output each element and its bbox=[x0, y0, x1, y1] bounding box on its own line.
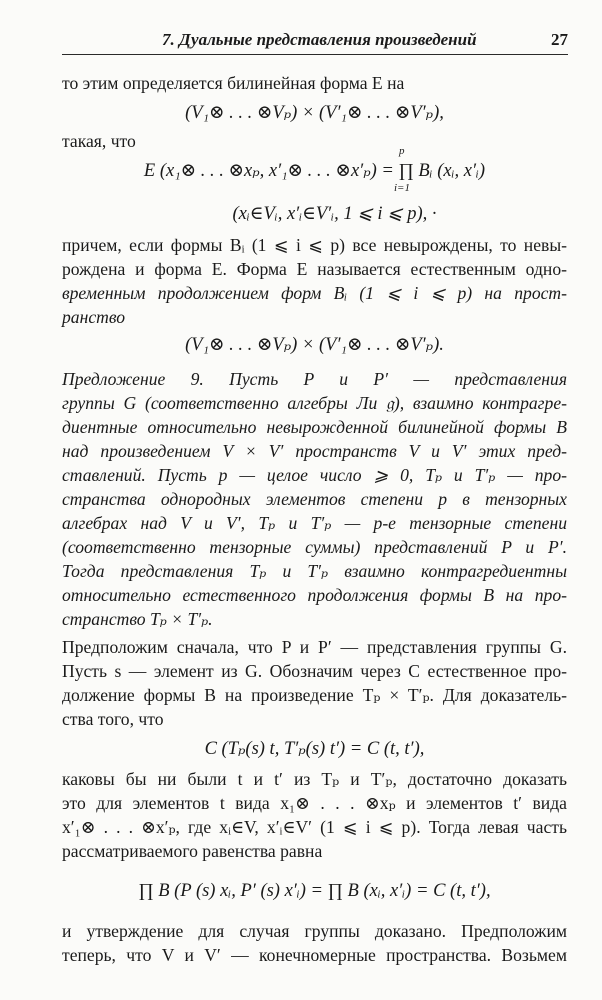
product-upper-limit: p bbox=[399, 145, 405, 157]
text-line: ства того, что bbox=[62, 709, 164, 729]
text-line: то этим определяется билинейная форма E на bbox=[62, 73, 405, 93]
text-line: ранство bbox=[62, 307, 126, 327]
text-line: группы G (соответственно алгебры Ли 𝔤), взаимно контрагре- bbox=[62, 393, 567, 413]
text-line: алгебрах над V и V′, Tₚ и T′ₚ — p-е тензорные степени bbox=[62, 513, 567, 533]
formula-line: (V₁⊗ . . . ⊗Vₚ) × (V′₁⊗ . . . ⊗V′ₚ), bbox=[185, 103, 444, 123]
text-line: временным продолжением форм Bᵢ (1 ⩽ i ⩽ p) на прост- bbox=[62, 283, 567, 303]
proposition-heading: Предложение 9. Пусть P и P′ — представления bbox=[62, 369, 567, 389]
product-lower-limit: i=1 bbox=[394, 182, 410, 194]
text-line: относительно естественного продолжения формы B на про- bbox=[62, 585, 567, 605]
formula-line: (xᵢ∈Vᵢ, x′ᵢ∈V′ᵢ, 1 ⩽ i ⩽ p), · bbox=[232, 204, 437, 224]
text-line: такая, что bbox=[62, 131, 136, 151]
text-line: странство Tₚ × T′ₚ. bbox=[62, 609, 213, 629]
running-header bbox=[62, 28, 568, 55]
text-line: это для элементов t вида x₁⊗ . . . ⊗xₚ и элементов t′ вида bbox=[62, 793, 567, 813]
text-line: над произведением V × V′ пространств V и V′ этих пред- bbox=[62, 441, 567, 461]
text-line: и утверждение для случая группы доказано. Предположим bbox=[62, 921, 567, 941]
text-line: каковы бы ни были t и t′ из Tₚ и T′ₚ, достаточно доказать bbox=[62, 769, 567, 789]
formula-line: (V₁⊗ . . . ⊗Vₚ) × (V′₁⊗ . . . ⊗V′ₚ). bbox=[185, 335, 444, 355]
text-line: странства однородных элементов степени p в тензорных bbox=[62, 489, 567, 509]
text-line: x′₁⊗ . . . ⊗x′ₚ, где xᵢ∈V, x′ᵢ∈V′ (1 ⩽ i ⩽ p). Тогда левая часть bbox=[62, 817, 567, 837]
page-number: 27 bbox=[551, 30, 568, 49]
text-line: Тогда представления Tₚ и T′ₚ взаимно контрагредиентны bbox=[62, 561, 567, 581]
text-line: теперь, что V и V′ — конечномерные пространства. Возьмем bbox=[62, 945, 567, 965]
text-line: ставлений. Пусть p — целое число ⩾ 0, Tₚ и T′ₚ — про- bbox=[62, 465, 567, 485]
formula-line: E (x₁⊗ . . . ⊗xₚ, x′₁⊗ . . . ⊗x′ₚ) = ∏ Bᵢ (xᵢ, x′ᵢ) bbox=[143, 161, 486, 181]
text-line: рассматриваемого равенства равна bbox=[62, 841, 323, 861]
chapter-title: 7. Дуальные представления произведений bbox=[162, 30, 477, 49]
text-line: Предположим сначала, что P и P′ — представления группы G. bbox=[62, 637, 567, 657]
text-line: диентные относительно невырожденной билинейной формы B bbox=[62, 417, 567, 437]
text-line: рождена и форма E. Форма E называется естественным одно- bbox=[62, 259, 567, 279]
text-line: причем, если формы Bᵢ (1 ⩽ i ⩽ p) все невырождены, то невы- bbox=[62, 235, 567, 255]
formula-line: C (Tₚ(s) t, T′ₚ(s) t′) = C (t, t′), bbox=[204, 739, 425, 759]
text-line: (соответственно тензорные суммы) представлений P и P′. bbox=[62, 537, 567, 557]
text-line: Пусть s — элемент из G. Обозначим через C естественное про- bbox=[62, 661, 567, 681]
formula-line: ∏ B (P (s) xᵢ, P′ (s) x′ᵢ) = ∏ B (xᵢ, x′ᵢ) = C (t, t′), bbox=[138, 881, 491, 901]
text-line: должение формы B на произведение Tₚ × T′ₚ. Для доказатель- bbox=[62, 685, 567, 705]
